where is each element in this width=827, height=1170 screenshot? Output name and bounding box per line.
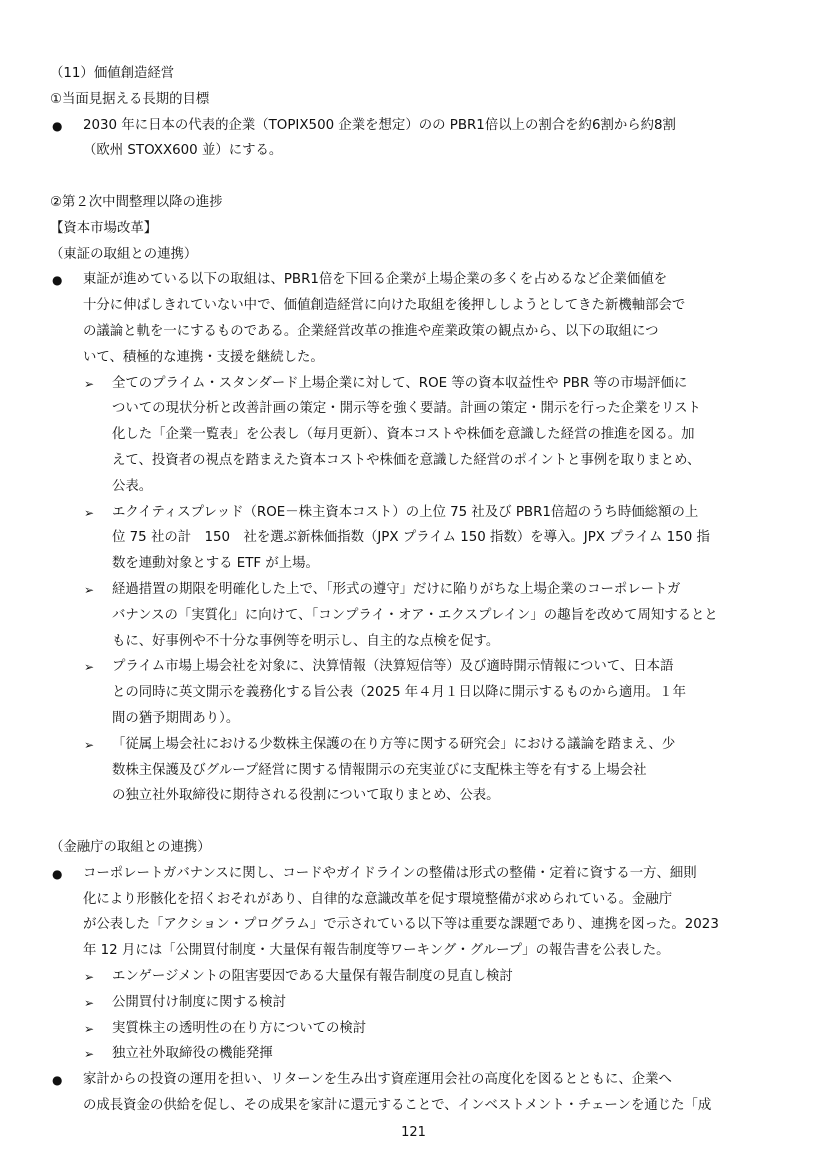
paragraph-line: 化により形骸化を招くおそれがあり、自律的な意識改革を促す環境整備が求められている。金融庁 bbox=[83, 891, 673, 907]
section-heading: （11）価値創造経営 bbox=[50, 66, 175, 81]
paragraph-line: 東証が進めている以下の取組は、PBR1倍を下回る企業が上場企業の多くを占めるなど企業価値を bbox=[83, 272, 668, 288]
arrow-bullet-icon: ➢ bbox=[84, 970, 95, 984]
arrow-bullet-icon: ➢ bbox=[84, 505, 95, 520]
item-text-line: 間の猶予期間あり）。 bbox=[112, 711, 240, 726]
bullet-icon: ● bbox=[52, 118, 63, 133]
item-text-line: エンゲージメントの阻害要因である大量保有報告制度の見直し検討 bbox=[112, 969, 513, 984]
item-text-line: 公表。 bbox=[112, 478, 153, 494]
item-text-line: 経過措置の期限を明確化した上で、「形式の遵守」だけに陥りがちな上場企業のコーポレートガ bbox=[112, 582, 681, 597]
group-heading: （東証の取組との連携） bbox=[50, 246, 198, 262]
item-text-line: 数を連動対象とする ETF が上場。 bbox=[112, 556, 319, 572]
item-text-line: 公開買付け制度に関する検討 bbox=[112, 994, 287, 1010]
paragraph-line: が公表した「アクション・プログラム」で示されている以下等は重要な課題であり、連携を図った。2023 bbox=[83, 917, 719, 933]
paragraph-line: 十分に伸ばしきれていない中で、価値創造経営に向けた取組を後押ししようとしてきた新機軸部会で bbox=[83, 298, 686, 314]
item-text-line: の独立社外取締役に期待される役割について取りまとめ、公表。 bbox=[112, 788, 500, 804]
bullet-icon: ● bbox=[52, 866, 63, 881]
item-text-line: 「従属上場会社における少数株主保護の在り方等に関する研究会」における議論を踏まえ、少 bbox=[112, 736, 676, 752]
arrow-bullet-icon: ➢ bbox=[84, 583, 95, 597]
item-text-line: プライム市場上場会社を対象に、決算情報（決算短信等）及び適時開示情報について、日本語 bbox=[112, 659, 674, 675]
item-text-line: もに、好事例や不十分な事例等を明示し、自主的な点検を促す。 bbox=[112, 633, 500, 649]
item-text-line: 化した「企業一覧表」を公表し（毎月更新）、資本コストや株価を意識した経営の推進を図る。加 bbox=[112, 427, 695, 443]
item-text-line: 実質株主の透明性の在り方についての検討 bbox=[112, 1020, 367, 1036]
arrow-bullet-icon: ➢ bbox=[84, 1047, 95, 1062]
item-text-line: との同時に英文開示を義務化する旨公表（2025 年４月１日以降に開示するものから適用。１年 bbox=[112, 685, 686, 701]
paragraph-line: 年 12 月には「公開買付制度・大量保有報告制度等ワーキング・グループ」の報告書を公表した。 bbox=[83, 943, 670, 959]
item-text-line: 位 75 社の計 150 社を選ぶ新株価指数（JPX プライム 150 指数）を導入。JPX プライム 150 指 bbox=[112, 530, 710, 546]
group-heading: （金融庁の取組との連携） bbox=[50, 840, 211, 855]
bullet-icon: ● bbox=[52, 1073, 63, 1088]
arrow-bullet-icon: ➢ bbox=[84, 995, 95, 1010]
item-text-line: バナンスの「実質化」に向けて、「コンプライ・オア・エクスプレイン」の趣旨を改めて周知するとと bbox=[112, 607, 718, 623]
goal-text-line: （欧州 STOXX600 並）にする。 bbox=[83, 143, 283, 159]
paragraph-line: コーポレートガバナンスに関し、コードやガイドラインの整備は形式の整備・定着に資する一方、細則 bbox=[83, 865, 697, 881]
arrow-bullet-icon: ➢ bbox=[84, 737, 95, 752]
arrow-bullet-icon: ➢ bbox=[84, 660, 95, 675]
item-text-line: 全てのプライム・スタンダード上場企業に対して、ROE 等の資本収益性や PBR 等の市場評価に bbox=[112, 375, 688, 391]
topic-heading: 【資本市場改革】 bbox=[50, 220, 158, 236]
item-text-line: ついての現状分析と改善計画の策定・開示等を強く要請。計画の策定・開示を行った企業をリスト bbox=[112, 401, 701, 417]
paragraph-line: の議論と軌を一にするものである。企業経営改革の推進や産業政策の観点から、以下の取組につ bbox=[83, 324, 659, 339]
paragraph-line: いて、積極的な連携・支援を継続した。 bbox=[83, 349, 324, 365]
item-text-line: 独立社外取締役の機能発揮 bbox=[112, 1046, 273, 1062]
paragraph-line: 家計からの投資の運用を担い、リターンを生み出す資産運用会社の高度化を図るとともに、企業へ bbox=[83, 1072, 672, 1088]
arrow-bullet-icon: ➢ bbox=[84, 376, 95, 391]
bullet-icon: ● bbox=[52, 273, 63, 288]
subsection-heading: ②第２次中間整理以降の進捗 bbox=[50, 195, 223, 210]
paragraph-line: の成長資金の供給を促し、その成果を家計に還元することで、インベストメント・チェーンを通じた「成 bbox=[83, 1098, 712, 1113]
item-text-line: エクイティスプレッド（ROE－株主資本コスト）の上位 75 社及び PBR1倍超のうち時価総額の上 bbox=[112, 504, 699, 520]
arrow-bullet-icon: ➢ bbox=[84, 1021, 95, 1036]
item-text-line: 数株主保護及びグループ経営に関する情報開示の充実並びに支配株主等を有する上場会社 bbox=[112, 762, 647, 778]
page-number: 121 bbox=[401, 1125, 426, 1140]
item-text-line: えて、投資者の視点を踏まえた資本コストや株価を意識した経営のポイントと事例を取りまとめ、 bbox=[112, 453, 701, 468]
subsection-heading: ①当面見据える長期的目標 bbox=[50, 91, 210, 107]
goal-text-line: 2030 年に日本の代表的企業（TOPIX500 企業を想定）のの PBR1倍以上の割合を約6割から約8割 bbox=[83, 117, 676, 133]
